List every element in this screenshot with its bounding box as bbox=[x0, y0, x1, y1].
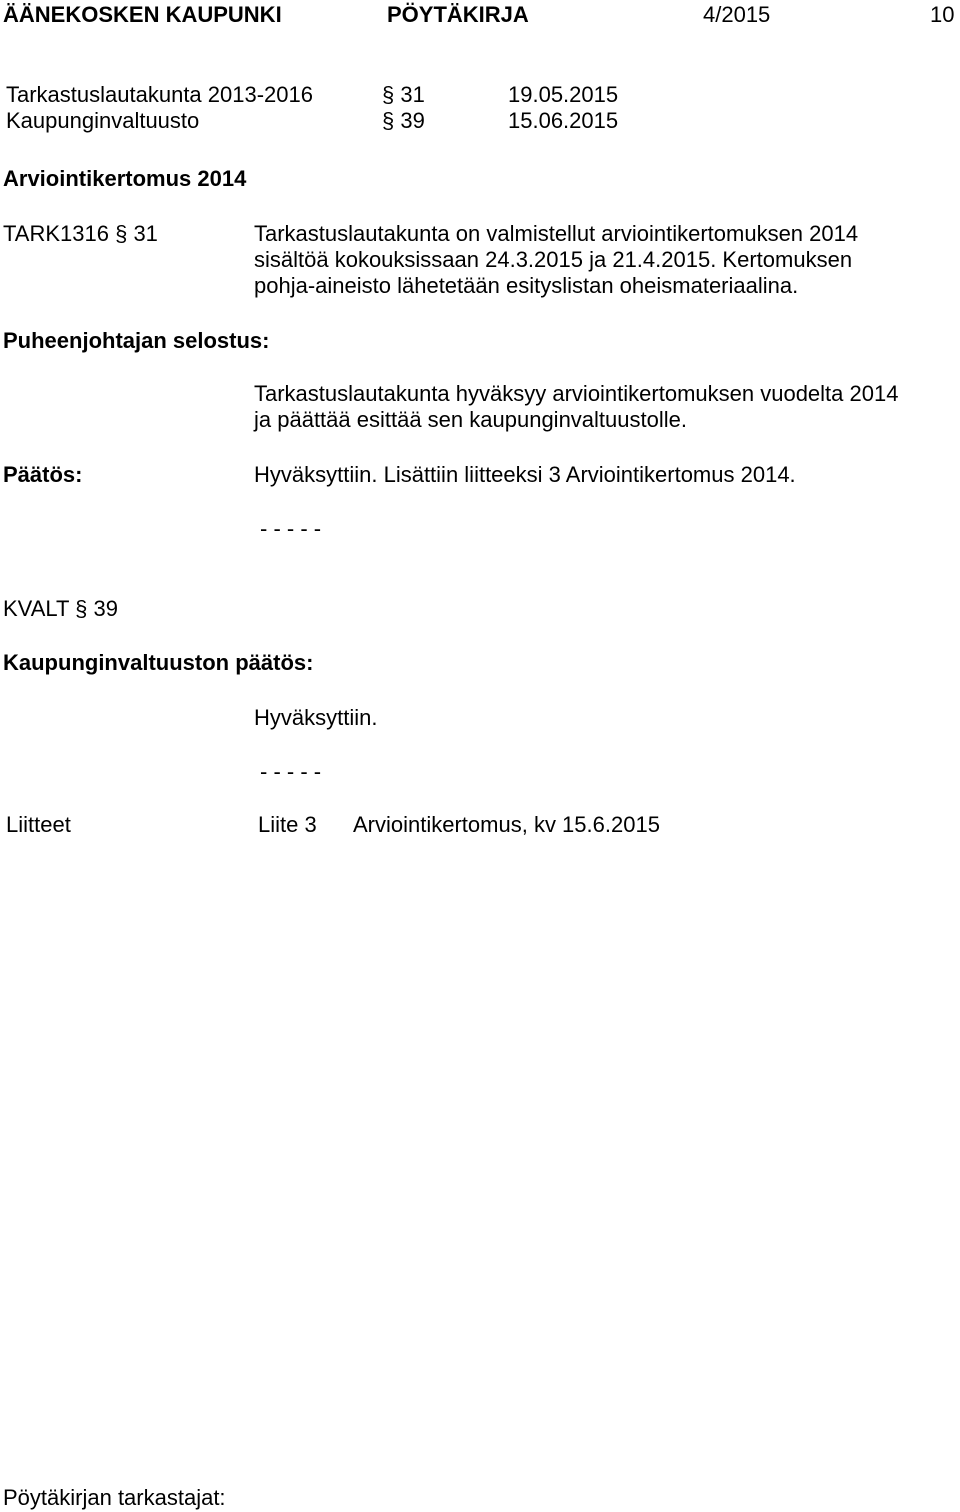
meeting-date: 19.05.2015 bbox=[508, 82, 619, 107]
separator: - - - - - bbox=[260, 759, 322, 784]
issue-number: 4/2015 bbox=[703, 2, 771, 27]
tark-text-line: Tarkastuslautakunta on valmistellut arviointikertomuksen 2014 bbox=[254, 221, 859, 246]
item-title: Arviointikertomus 2014 bbox=[3, 166, 247, 191]
meeting-body: Tarkastuslautakunta 2013-2016 bbox=[6, 82, 313, 107]
meeting-date: 15.06.2015 bbox=[508, 108, 619, 133]
chair-text-line: ja päättää esittää sen kaupunginvaltuustolle. bbox=[254, 407, 687, 432]
document-type: PÖYTÄKIRJA bbox=[387, 2, 529, 27]
chair-text-line: Tarkastuslautakunta hyväksyy arviointikertomuksen vuodelta 2014 bbox=[254, 381, 899, 406]
organization-name: ÄÄNEKOSKEN KAUPUNKI bbox=[3, 2, 282, 27]
attachments-label: Liitteet bbox=[6, 812, 71, 837]
chair-statement-label: Puheenjohtajan selostus: bbox=[3, 328, 270, 353]
attachment-title: Arviointikertomus, kv 15.6.2015 bbox=[353, 812, 660, 837]
meeting-section: § 39 bbox=[382, 108, 425, 133]
council-decision-label: Kaupunginvaltuuston päätös: bbox=[3, 650, 314, 675]
meeting-body: Kaupunginvaltuusto bbox=[6, 108, 200, 133]
attachment-id: Liite 3 bbox=[258, 812, 317, 837]
kvalt-reference: KVALT § 39 bbox=[3, 596, 118, 621]
decision-text: Hyväksyttiin. Lisättiin liitteeksi 3 Arviointikertomus 2014. bbox=[254, 462, 796, 487]
decision-label: Päätös: bbox=[3, 462, 83, 487]
tark-text-line: pohja-aineisto lähetetään esityslistan oheismateriaalina. bbox=[254, 273, 799, 298]
page-number: 10 bbox=[930, 2, 955, 27]
meeting-section: § 31 bbox=[382, 82, 425, 107]
tark-reference: TARK1316 § 31 bbox=[3, 221, 158, 246]
reviewers-label: Pöytäkirjan tarkastajat: bbox=[3, 1485, 226, 1510]
separator: - - - - - bbox=[260, 516, 322, 541]
council-decision-text: Hyväksyttiin. bbox=[254, 705, 378, 730]
tark-text-line: sisältöä kokouksissaan 24.3.2015 ja 21.4.2015. Kertomuksen bbox=[254, 247, 853, 272]
